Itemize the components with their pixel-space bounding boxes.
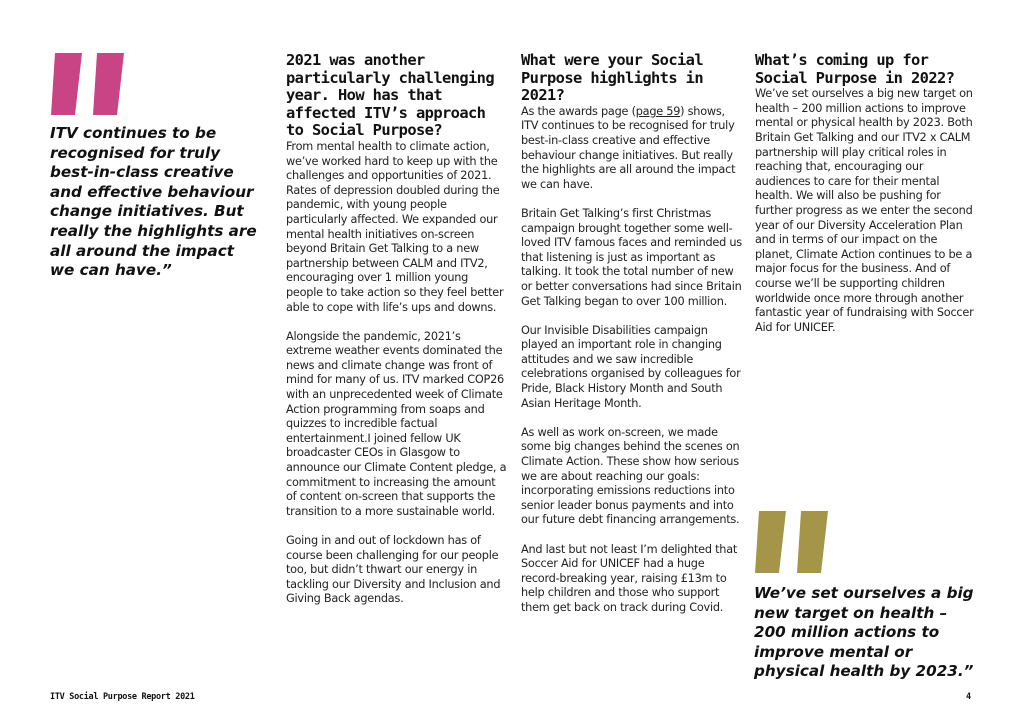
awards-page-link[interactable]: page 59 — [635, 104, 681, 118]
quote-mark-gold-svg — [755, 511, 833, 573]
paragraph: Going in and out of lockdown has of course been challenging for our people too, but didn’t thwart our energy in tackling our Diversity and Inclusion and Giving Back agendas. — [286, 534, 501, 606]
paragraph: We’ve set ourselves a big new target on health – 200 million actions to improve mental or physical health by 2023. Both Britain Get Talking and our ITV2 x CALM partnership will play critical roles in reaching that, encouraging our audiences to care for their mental health. We will also be pushing for further progress as we enter the second year of our Diversity Acceleration Plan and in terms of our impact on the planet, Climate Action continues to be a major focus for the business. And of course we’ll be supporting children worldwide once more through another fantastic year of fundraising with Soccer Aid for UNICEF. — [755, 87, 974, 334]
quote-mark-icon — [51, 53, 129, 115]
footer-report-title: ITV Social Purpose Report 2021 — [50, 692, 195, 702]
quote-mark-pink-svg — [51, 53, 129, 115]
heading-highlights: What were your Social Purpose highlights in 2021? — [521, 51, 703, 105]
paragraph: And last but not least I’m delighted that Soccer Aid for UNICEF had a huge record-breaking year, raising £13m to help children and those who support them get back on track during Covid. — [521, 542, 738, 614]
intro-text-after: ) shows, ITV continues to be recognised for truly best-in-class creative and effective behaviour change initiatives. But really the highlights are all around the impact we can have. — [521, 104, 736, 191]
column-coming-up — [755, 52, 977, 350]
column-highlights — [521, 52, 743, 630]
intro-text-before: As the awards page ( — [521, 104, 636, 118]
paragraph: Our Invisible Disabilities campaign played an important role in changing attitudes and we saw incredible celebrations organised by colleagues for Pride, Black History Month and South Asian Heritage Month. — [521, 323, 741, 410]
paragraph: As well as work on-screen, we made some big changes behind the scenes on Climate Action. These show how serious we are about reaching our goals: incorporating emissions reductions into senior leader bonus payments and into our future debt financing arrangements. — [521, 425, 740, 527]
paragraph: Alongside the pandemic, 2021’s extreme weather events dominated the news and climate change was front of mind for many of us. ITV marked COP26 with an unprecedented week of Climate Action programming from soaps and quizzes to incredible factual entertainment.I joined fellow UK broadcaster CEOs in Glasgow to announce our Climate Content pledge, a commitment to increasing the amount of content on-screen that supports the transition to a more sustainable world. — [286, 329, 507, 518]
column-challenging-year — [286, 52, 508, 622]
pull-quote-2: We’ve set ourselves a big new target on health – 200 million actions to improve mental or physical health by 2023.” — [754, 584, 974, 681]
heading-coming-up: What’s coming up for Social Purpose in 2022? — [755, 51, 955, 87]
paragraph: Britain Get Talking’s first Christmas campaign brought together some well-loved ITV famous faces and reminded us that listening is just as important as talking. It took the total number of new or better conversations had since Britain Get Talking began to over 100 million. — [521, 206, 742, 308]
footer-page-number: 4 — [966, 692, 972, 702]
pull-quote-1: ITV continues to be recognised for truly best-in-class creative and effective behaviour change initiatives. But really the highlights are all around the impact we can have.” — [50, 124, 257, 280]
paragraph-intro — [521, 105, 743, 193]
quote-mark-icon — [755, 511, 833, 573]
paragraph: From mental health to climate action, we’ve worked hard to keep up with the challenges and opportunities of 2021. Rates of depression doubled during the pandemic, with young people particularly affected. We expanded our mental health initiatives on-screen beyond Britain Get Talking to a new partnership between CALM and ITV2, encouraging over 1 million young people to take action so they feel better able to cope with life’s ups and downs. — [286, 139, 504, 314]
heading-challenging-year: 2021 was another particularly challenging year. How has that affected ITV’s approach to Social Purpose? — [286, 51, 494, 140]
